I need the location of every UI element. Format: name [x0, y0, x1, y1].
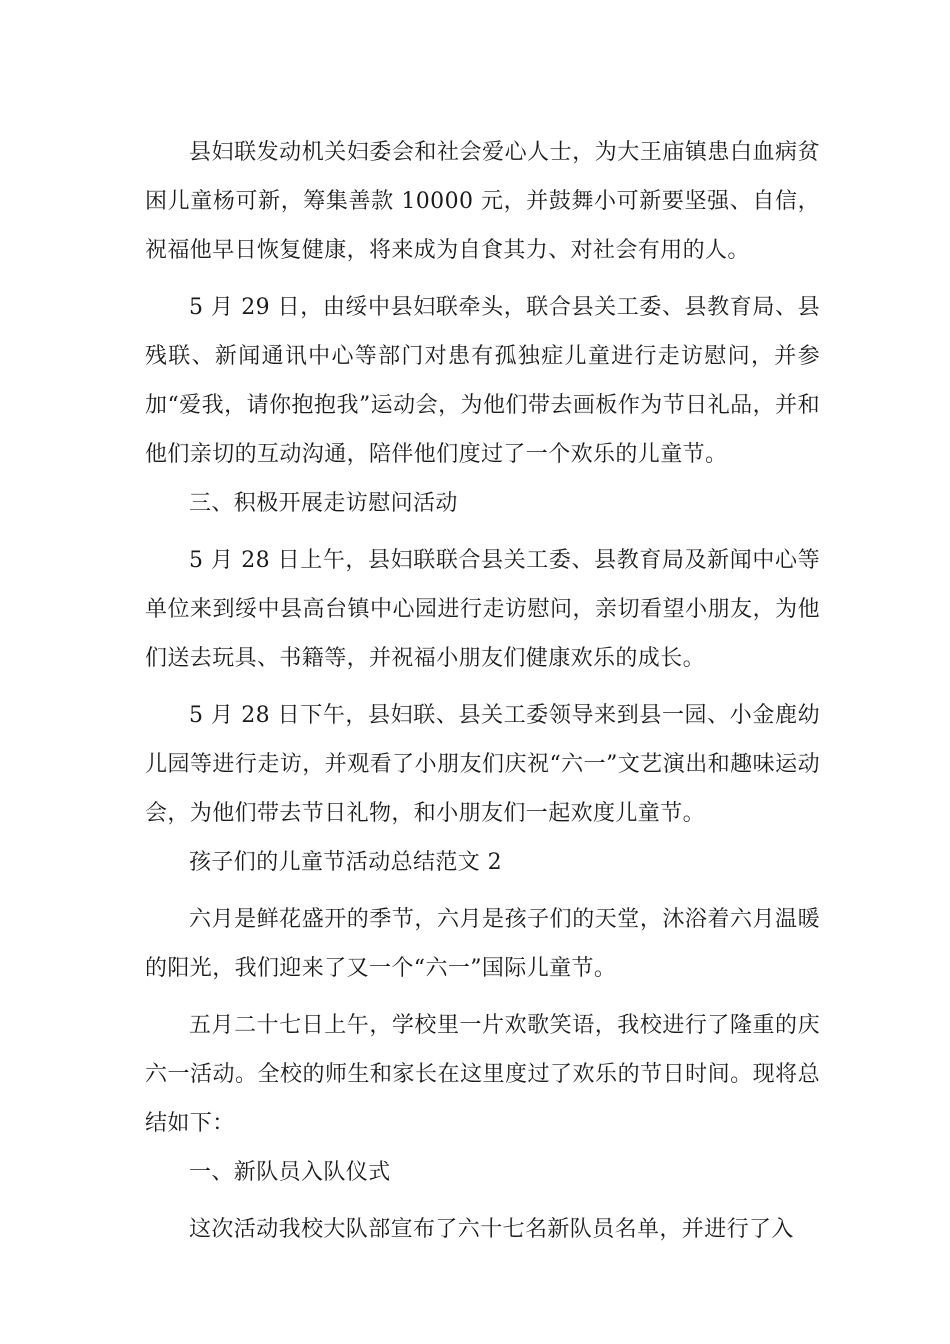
paragraph-celebration: 五月二十七日上午，学校里一片欢歌笑语，我校进行了隆重的庆六一活动。全校的师生和家长在这里度过了欢乐的节日时间。现将总结如下： — [145, 1013, 820, 1136]
paragraph-new-members: 这次活动我校大队部宣布了六十七名新队员名单，并进行了入 — [189, 1217, 794, 1242]
paragraph-donation: 县妇联发动机关妇委会和社会爱心人士，为大王庙镇患白血病贫困儿童杨可新，筹集善款 10000 元，并鼓舞小可新要坚强、自信，祝福他早日恢复健康，将来成为自食其力、对社会有用的人。 — [145, 140, 820, 263]
section-heading-ceremony: 一、新队员入队仪式 — [189, 1160, 391, 1185]
document-body — [145, 128, 820, 1254]
paragraph-autism-visit: 5 月 29 日，由绥中县妇联牵头，联合县关工委、县教育局、县残联、新闻通讯中心等部门对患有孤独症儿童进行走访慰问，并参加“爱我，请你抱抱我”运动会，为他们带去画板作为节日礼品，并和他们亲切的互动沟通，陪伴他们度过了一个欢乐的儿童节。 — [145, 295, 820, 467]
paragraph-afternoon-visit: 5 月 28 日下午，县妇联、县关工委领导来到县一园、小金鹿幼儿园等进行走访，并观看了小朋友们庆祝“六一”文艺演出和趣味运动会，为他们带去节日礼物，和小朋友们一起欢度儿童节。 — [145, 703, 820, 826]
paragraph-june-intro: 六月是鲜花盛开的季节，六月是孩子们的天堂，沐浴着六月温暖的阳光，我们迎来了又一个“六一”国际儿童节。 — [145, 907, 820, 981]
paragraph-morning-visit: 5 月 28 日上午，县妇联联合县关工委、县教育局及新闻中心等单位来到绥中县高台镇中心园进行走访慰问，亲切看望小朋友，为他们送去玩具、书籍等，并祝福小朋友们健康欢乐的成长。 — [145, 548, 820, 671]
section-heading-visits: 三、积极开展走访慰问活动 — [189, 491, 458, 516]
document-subtitle: 孩子们的儿童节活动总结范文 2 — [189, 850, 502, 875]
